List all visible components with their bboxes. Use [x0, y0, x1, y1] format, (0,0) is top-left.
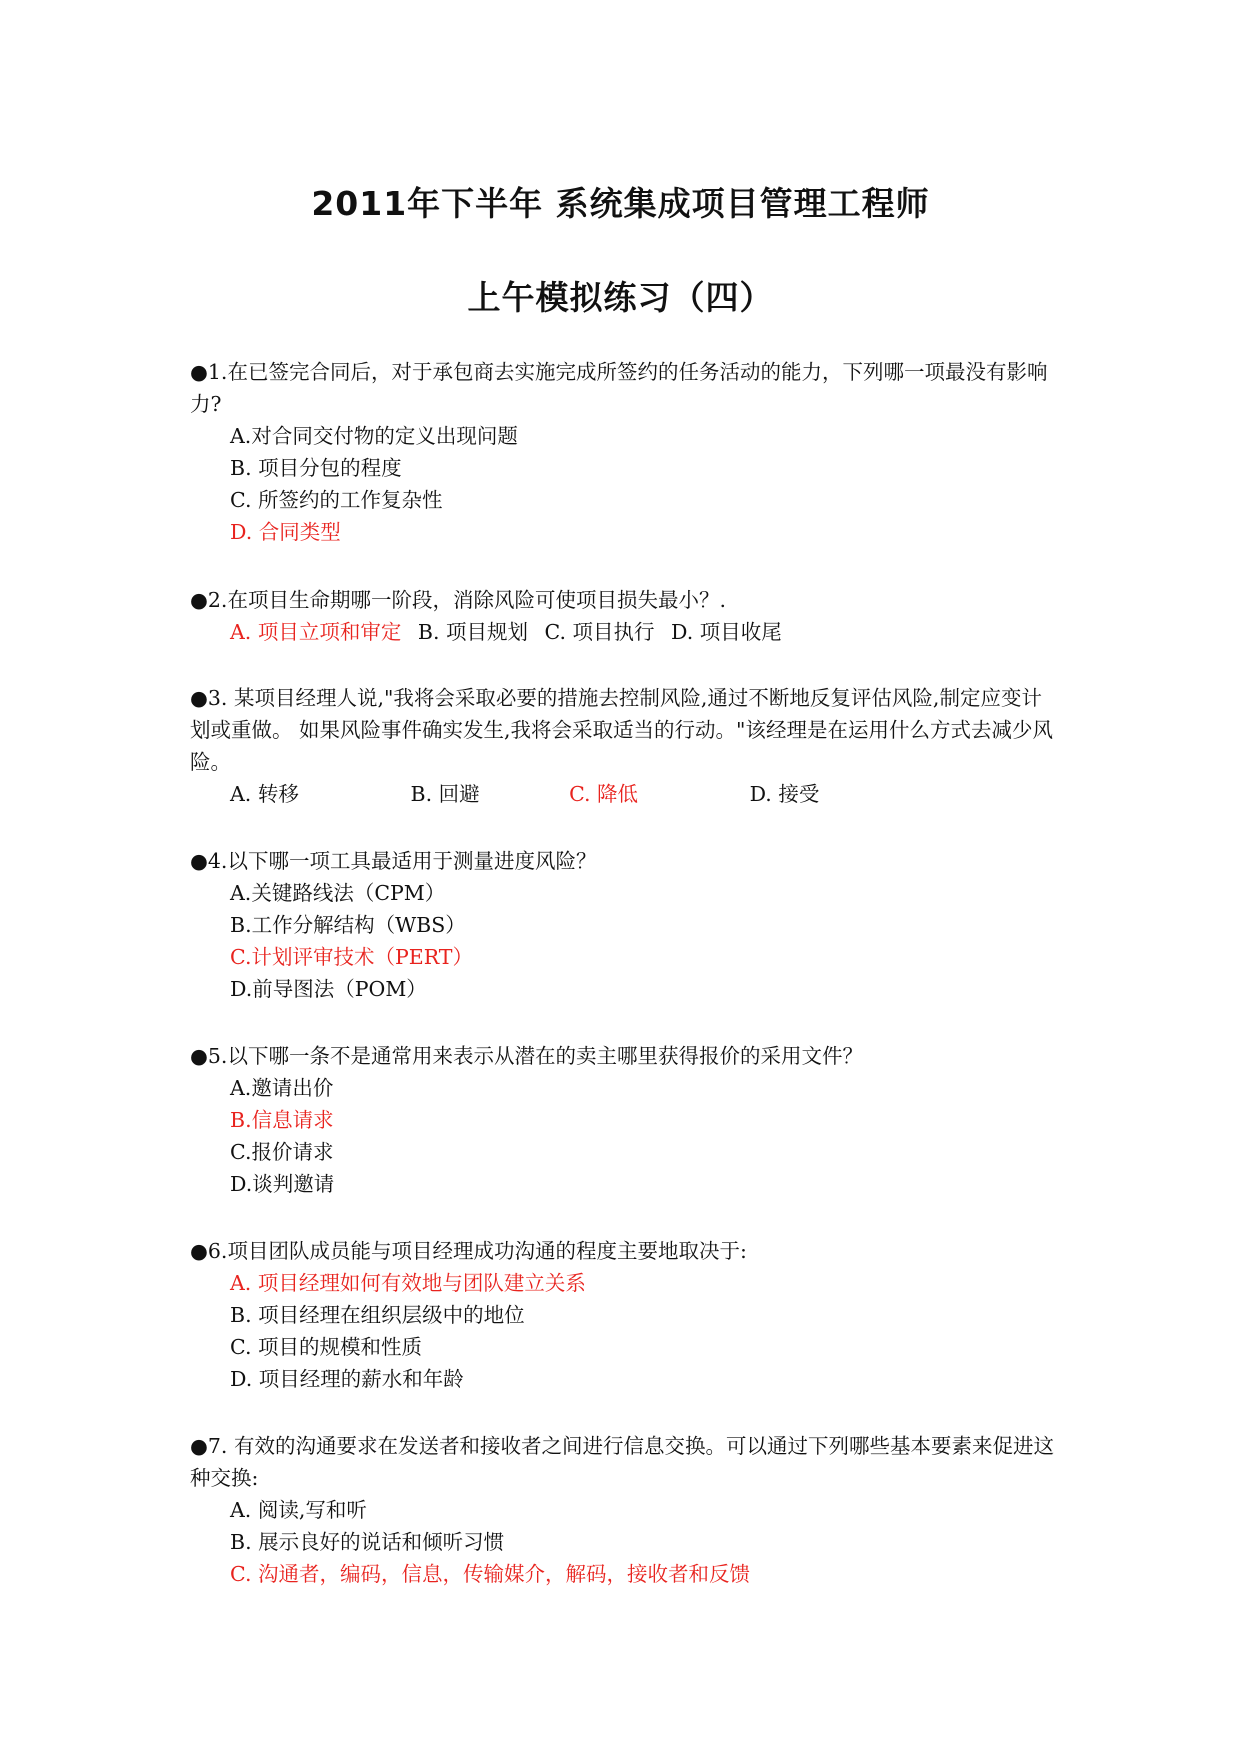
question-stem: ●5.以下哪一条不是通常用来表示从潜在的卖主哪里获得报价的采用文件？: [190, 1044, 863, 1068]
question-6: [190, 1235, 1060, 1395]
question-5: [190, 1040, 1060, 1200]
option-a-answer: A. 项目经理如何有效地与团队建立关系: [230, 1271, 586, 1295]
option-a: A.邀请出价: [230, 1076, 334, 1100]
option-c: C. 项目执行: [544, 620, 655, 644]
option-d: D. 项目经理的薪水和年龄: [230, 1367, 464, 1391]
option-c: C. 项目的规模和性质: [230, 1335, 422, 1359]
option-b: B. 项目分包的程度: [230, 456, 402, 480]
option-a-answer: A. 项目立项和审定: [230, 620, 402, 644]
question-stem: ●4.以下哪一项工具最适用于测量进度风险？: [190, 849, 597, 873]
document-subtitle: 上午模拟练习（四）: [467, 278, 774, 317]
question-3: [190, 682, 1060, 810]
option-d: D. 接受: [749, 782, 820, 806]
option-c-answer: C. 降低: [569, 782, 639, 806]
question-stem: ●2.在项目生命期哪一阶段，消除风险可使项目损失最小？.: [190, 588, 726, 612]
option-d: D.前导图法（POM）: [230, 977, 427, 1001]
question-2: [190, 584, 1060, 648]
option-a: A.关键路线法（CPM）: [230, 881, 446, 905]
option-c-answer: C. 沟通者，编码，信息，传输媒介，解码，接收者和反馈: [230, 1562, 750, 1586]
option-d-answer: D. 合同类型: [230, 520, 341, 544]
option-d: D.谈判邀请: [230, 1172, 335, 1196]
question-stem: ●1.在已签完合同后，对于承包商去实施完成所签约的任务活动的能力，下列哪一项最没有影响力?: [190, 360, 1048, 416]
option-b: B. 项目规划: [417, 620, 528, 644]
option-c: C.报价请求: [230, 1140, 334, 1164]
question-stem: ●7. 有效的沟通要求在发送者和接收者之间进行信息交换。可以通过下列哪些基本要素来促进这种交换:: [190, 1434, 1054, 1490]
option-d: D. 项目收尾: [671, 620, 782, 644]
option-b-answer: B.信息请求: [230, 1108, 334, 1132]
option-b: B. 展示良好的说话和倾听习惯: [230, 1530, 505, 1554]
option-b: B. 回避: [410, 782, 480, 806]
options-row: [190, 616, 1060, 648]
question-stem: ●6.项目团队成员能与项目经理成功沟通的程度主要地取决于:: [190, 1239, 747, 1263]
question-stem: ●3. 某项目经理人说,"我将会采取必要的措施去控制风险,通过不断地反复评估风险,制定应变计划或重做。 如果风险事件确实发生,我将会采取适当的行动。"该经理是在运用什么方式去减少风险。: [190, 686, 1053, 774]
option-a: A. 阅读,写和听: [230, 1498, 367, 1522]
question-4: [190, 845, 1060, 1005]
question-1: [190, 356, 1060, 548]
option-a: A. 转移: [230, 782, 299, 806]
option-b: B.工作分解结构（WBS）: [230, 913, 466, 937]
option-a: A.对合同交付物的定义出现问题: [230, 424, 518, 448]
document-title: 2011年下半年 系统集成项目管理工程师: [311, 184, 930, 223]
options-row: [190, 778, 1060, 810]
option-c-answer: C.计划评审技术（PERT）: [230, 945, 473, 969]
question-7: [190, 1430, 1060, 1590]
option-b: B. 项目经理在组织层级中的地位: [230, 1303, 525, 1327]
option-c: C. 所签约的工作复杂性: [230, 488, 443, 512]
